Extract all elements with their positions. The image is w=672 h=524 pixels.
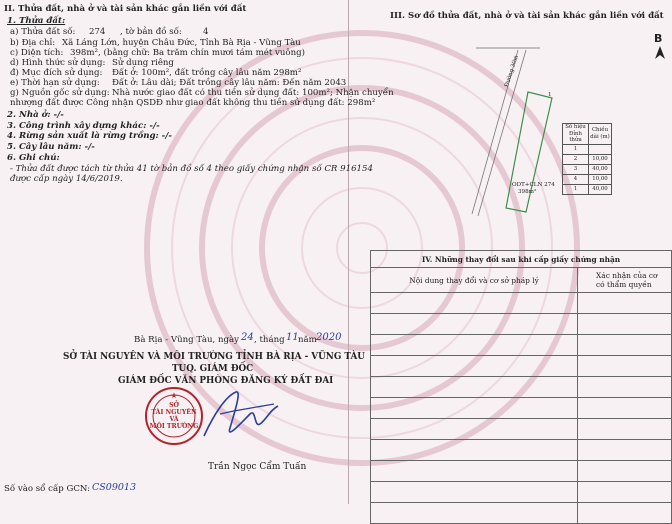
date-day: 24 [241,332,254,343]
use-purpose-value: Đất ở: 100m², đất trồng cây lâu năm 298m² [112,68,302,78]
table-row [371,293,672,314]
section-3-title: III. Sơ đồ thửa đất, nhà ở và tài sản khác gắn liền với đất [390,11,664,21]
gcn-number-label: Số vào sổ cấp GCN: [4,484,91,494]
date-month-label: , tháng [254,335,285,345]
changes-table-title: IV. Những thay đổi sau khi cấp giấy chứng nhận [371,251,672,268]
length-header: Chiều dài (m) [589,124,612,145]
stamp-text-1: SỞ [169,402,179,409]
authority-confirmation-header: Xác nhận của cơ có thẩm quyền [578,268,672,293]
notes-line-1: - Thửa đất được tách từ thửa 41 tờ bản đồ số 4 theo giấy chứng nhận số CR 916154 [10,164,373,174]
notes-line-2: được cấp ngày 14/6/2019. [10,174,123,184]
vertex-length-table [562,123,612,195]
tuq-director: TUQ. GIÁM ĐỐC [172,364,254,374]
area-label: c) Diện tích: [10,48,64,58]
table-row: 3 40,00 [563,164,612,174]
issuing-department: SỞ TÀI NGUYÊN VÀ MÔI TRƯỜNG TỈNH BÀ RỊA - VŨNG TÀU [63,352,365,362]
table-row [371,419,672,440]
date-year: 2020 [316,332,342,343]
forest-item: 4. Rừng sản xuất là rừng trồng: -/- [7,131,172,141]
stamp-text-3: VÀ [169,416,179,423]
date-year-label: năm [298,335,317,345]
parcel-area: 398m² [518,189,537,195]
page-fold [348,0,349,504]
use-origin-value: Nhà nước giao đất có thu tiền sử dụng đất: 100m²; Nhận chuyển [112,88,394,98]
parcel-number-label: a) Thửa đất số: [10,27,76,37]
road-label: Đường 30m [504,54,520,88]
table-row [371,482,672,503]
signer-name: Trần Ngọc Cẩm Tuấn [208,462,307,472]
signer-role: GIÁM ĐỐC VĂN PHÒNG ĐĂNG KÝ ĐẤT ĐAI [118,376,334,386]
changes-content-header: Nội dung thay đổi và cơ sở pháp lý [371,268,578,293]
table-row: 1 [563,144,612,154]
table-row [371,461,672,482]
table-row [371,503,672,524]
vertex-label: 1 [548,92,552,98]
north-label: B [654,32,663,45]
use-form-value: Sử dụng riêng [112,58,174,68]
north-arrow-icon [654,46,666,60]
gcn-number-value: CS09013 [92,482,136,493]
date-month: 11 [286,332,299,343]
trees-item: 5. Cây lâu năm: -/- [7,142,95,152]
use-term-value: Đất ở: Lâu dài; Đất trồng cây lâu năm: Đến năm 2043 [112,78,347,88]
use-term-label: e) Thời hạn sử dụng: [10,78,100,88]
map-sheet-value: 4 [203,27,209,37]
place-date-prefix: Bà Rịa - Vũng Tàu, ngày [134,335,240,345]
vertex-header: Số hiệu Đỉnh thửa [563,124,589,145]
handwritten-signature [196,384,286,454]
parcel-heading: 1. Thửa đất: [7,16,66,26]
section-2-title: II. Thửa đất, nhà ở và tài sản khác gắn liền với đất [4,4,247,14]
house-item: 2. Nhà ở: -/- [7,110,64,120]
address-label: b) Địa chỉ: [10,38,56,48]
use-form-label: d) Hình thức sử dụng: [10,58,106,68]
use-origin-value-cont: nhượng đất được Công nhận QSDĐ như giao đất không thu tiền sử dụng đất: 298m² [10,98,376,108]
table-row: 4 10,00 [563,174,612,184]
stamp-text-4: MÔI TRƯỜNG [149,423,199,430]
table-row [371,440,672,461]
parcel-land-code: ODT+CLN 274 [512,182,555,188]
map-sheet-label: , tờ bản đồ số: [120,27,182,37]
table-row: 2 10,00 [563,154,612,164]
use-purpose-label: đ) Mục đích sử dụng: [10,68,103,78]
table-row: 1 40,00 [563,184,612,194]
changes-table [370,250,672,524]
table-row [371,377,672,398]
parcel-number-value: 274 [89,27,106,37]
notes-heading: 6. Ghi chú: [7,153,60,163]
table-row [371,356,672,377]
table-row [371,398,672,419]
stamp-text-2: TÀI NGUYÊN [151,409,197,416]
table-row [371,335,672,356]
use-origin-label: g) Nguồn gốc sử dụng: [10,88,110,98]
address-value: Xã Láng Lớn, huyện Châu Đức, Tỉnh Bà Rịa - Vũng Tàu [62,38,301,48]
construction-item: 3. Công trình xây dựng khác: -/- [7,121,160,131]
table-row [371,314,672,335]
svg-text:★: ★ [170,391,178,400]
area-value: 398m², (bằng chữ: Ba trăm chín mươi tám mét vuông) [70,48,305,58]
